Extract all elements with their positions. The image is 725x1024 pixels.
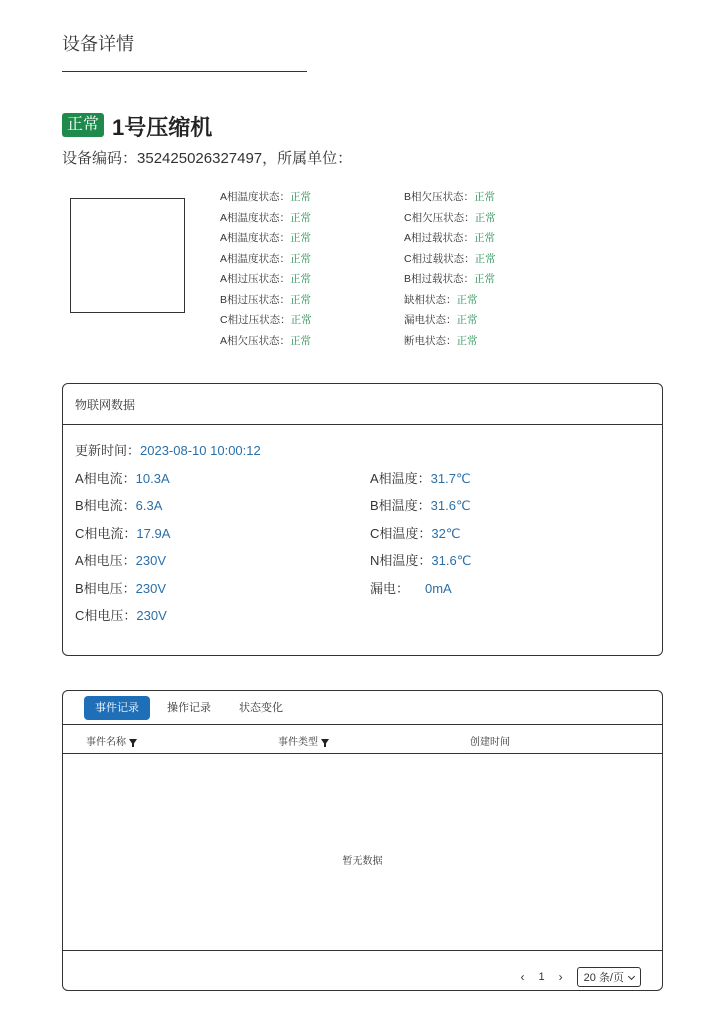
device-image-placeholder: [70, 198, 185, 313]
iot-reading: B相电压：230V: [75, 581, 167, 596]
status-row: B相过载状态：正常: [404, 273, 496, 285]
status-badge: 正常: [62, 113, 104, 137]
column-header-event-type: 事件类型: [278, 733, 329, 748]
status-row: A相过压状态：正常: [220, 273, 312, 285]
tab-event-records[interactable]: 事件记录: [84, 696, 150, 720]
status-row: 缺相状态：正常: [404, 293, 478, 306]
iot-card-title: 物联网数据: [75, 398, 136, 412]
status-row: 断电状态：正常: [404, 334, 478, 347]
iot-reading: A相电压：230V: [75, 553, 167, 568]
iot-reading: B相温度：31.6℃: [370, 498, 471, 513]
prev-page-button[interactable]: ‹: [520, 970, 525, 984]
iot-reading: 漏电： 0mA: [370, 581, 452, 596]
chevron-down-icon: [628, 973, 635, 980]
status-row: B相欠压状态：正常: [404, 191, 496, 203]
divider: [63, 950, 662, 951]
device-unit-label: ，所属单位：: [262, 150, 353, 167]
tab-operation-records[interactable]: 操作记录: [167, 702, 211, 714]
status-row: A相欠压状态：正常: [220, 334, 312, 347]
column-header-event-name: 事件名称: [86, 733, 137, 748]
iot-reading: A相温度：31.7℃: [370, 471, 471, 486]
status-list-left: [220, 189, 312, 353]
iot-reading: C相温度：32℃: [370, 526, 461, 541]
iot-reading: C相电压：230V: [75, 608, 167, 623]
status-row: A相过载状态：正常: [404, 232, 496, 244]
divider: [63, 753, 662, 754]
status-row: A相温度状态：正常: [220, 211, 312, 224]
status-row: C相过压状态：正常: [220, 314, 312, 326]
status-row: A相温度状态：正常: [220, 232, 312, 244]
filter-icon[interactable]: [129, 739, 137, 745]
divider: [63, 424, 662, 425]
filter-icon[interactable]: [321, 739, 329, 745]
next-page-button[interactable]: ›: [558, 970, 563, 984]
status-row: B相过压状态：正常: [220, 293, 312, 306]
device-info: [62, 147, 352, 168]
status-row: C相欠压状态：正常: [404, 211, 496, 224]
iot-reading: B相电流：6.3A: [75, 498, 163, 513]
current-page[interactable]: 1: [538, 971, 545, 983]
column-header-created-time: 创建时间: [470, 737, 510, 748]
status-list-right: [404, 189, 496, 353]
event-records-card: [62, 690, 663, 991]
status-row: A相温度状态：正常: [220, 191, 312, 203]
page-size-select[interactable]: 20 条/页: [577, 967, 641, 987]
pagination: [521, 967, 641, 987]
record-tabs: [84, 696, 294, 720]
title-underline: [62, 71, 307, 72]
device-code: 352425026327497: [137, 150, 263, 167]
device-name: 1号压缩机: [112, 115, 213, 140]
divider: [63, 724, 662, 725]
status-row: 漏电状态：正常: [404, 314, 478, 326]
device-code-label: 设备编码：: [62, 150, 138, 167]
iot-updated-time: 更新时间：2023-08-10 10:00:12: [75, 443, 261, 458]
iot-reading: C相电流：17.9A: [75, 526, 171, 541]
empty-state-text: 暂无数据: [342, 856, 383, 867]
status-row: C相过载状态：正常: [404, 252, 496, 265]
status-row: A相温度状态：正常: [220, 252, 312, 265]
iot-reading: A相电流：10.3A: [75, 471, 170, 486]
iot-data-card: [62, 383, 663, 656]
iot-reading: N相温度：31.6℃: [370, 553, 472, 568]
tab-status-changes[interactable]: 状态变化: [239, 702, 283, 714]
page-title: 设备详情: [62, 34, 134, 54]
